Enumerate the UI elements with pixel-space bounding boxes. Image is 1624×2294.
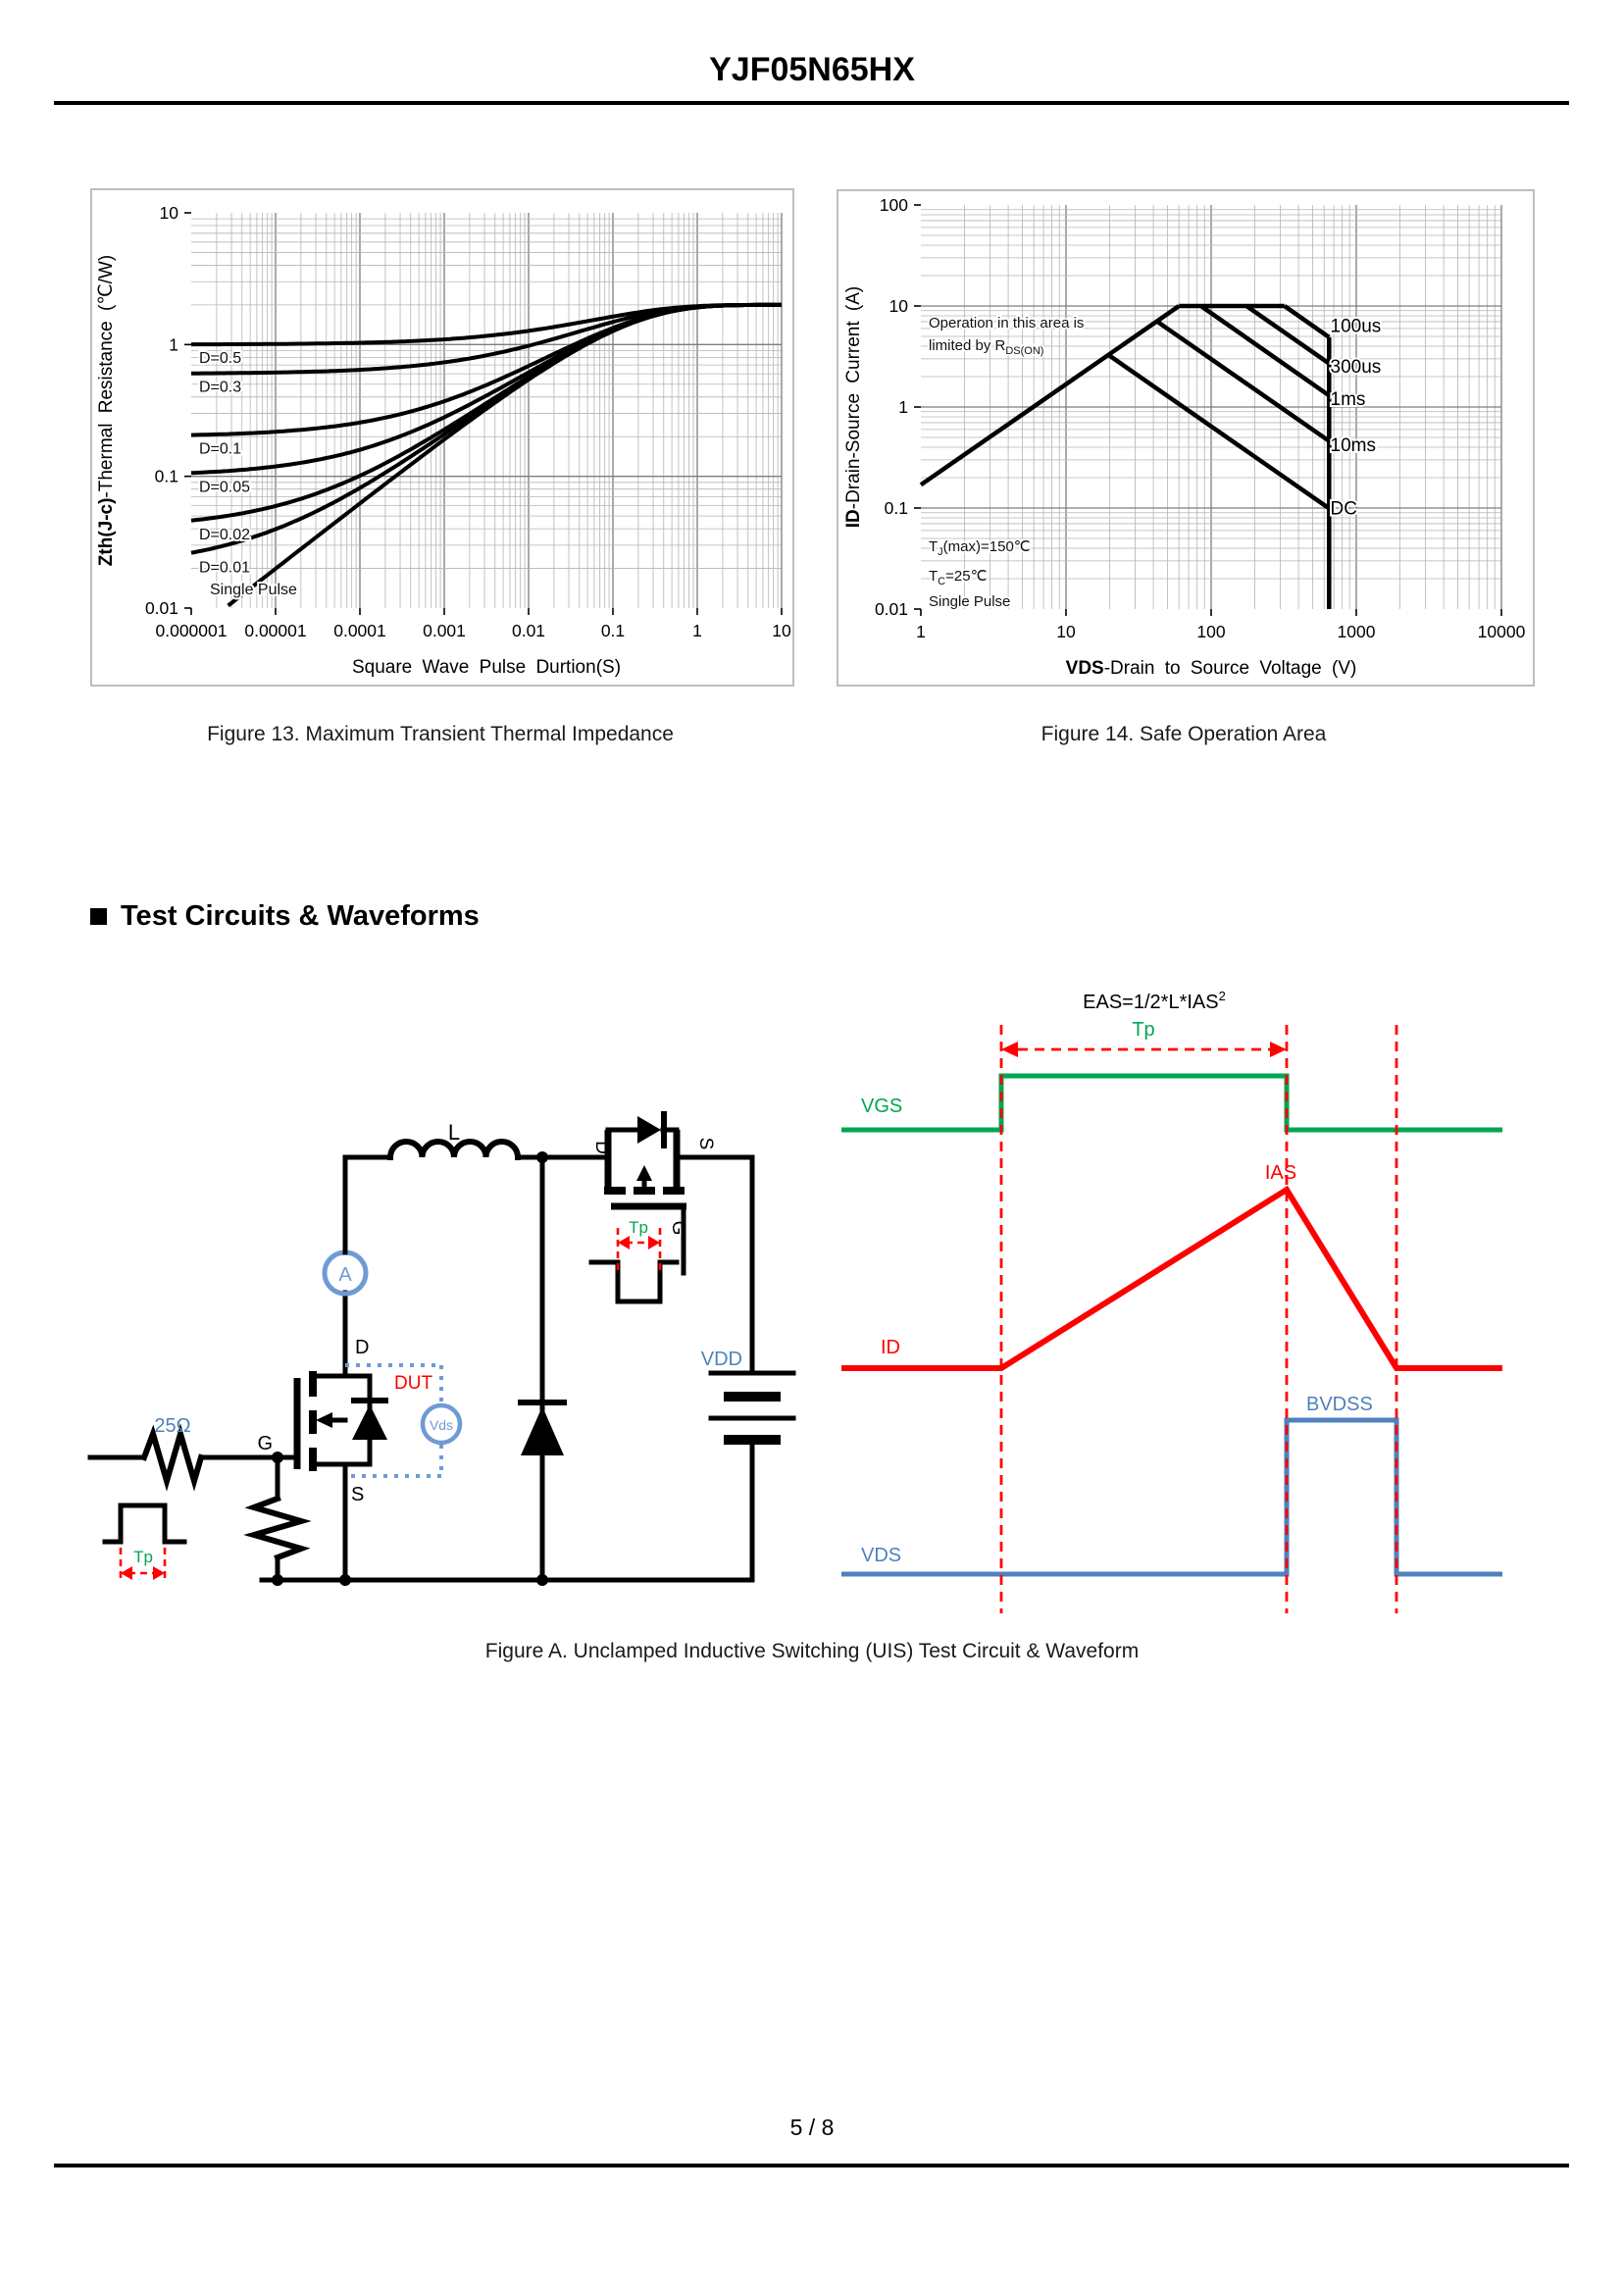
svg-text:0.01: 0.01	[874, 599, 908, 619]
section-heading-text: Test Circuits & Waveforms	[121, 900, 480, 932]
pulse-300us	[1246, 306, 1329, 364]
tp-arrow-left-icon	[121, 1566, 132, 1580]
duty-label: D=0.01	[199, 559, 251, 577]
bvdss-label: BVDSS	[1306, 1394, 1373, 1415]
duty-label: D=0.5	[199, 350, 242, 368]
clamp-substrate-arrow	[636, 1165, 652, 1181]
pulse-duration-label: 1ms	[1330, 388, 1366, 410]
single-pulse-label: Single Pulse	[210, 582, 297, 599]
header-rule	[54, 101, 1569, 105]
svg-text:0.001: 0.001	[423, 621, 466, 640]
duty-label: D=0.02	[199, 527, 251, 544]
vds-meter-label: Vds	[429, 1417, 454, 1433]
svg-text:0.01: 0.01	[144, 598, 178, 618]
tp-arrow-left-icon	[1001, 1042, 1018, 1057]
figure-a-caption: Figure A. Unclamped Inductive Switching (UIS) Test Circuit & Waveform	[484, 1640, 1140, 1662]
page-title: YJF05N65HX	[709, 51, 915, 88]
svg-text:ID-Drain-Source Current (A): ID-Drain-Source Current (A)	[843, 285, 864, 529]
svg-text:VDS-Drain to Source Voltage (V: VDS-Drain to Source Voltage (V)	[1065, 658, 1357, 679]
svg-text:0.000001: 0.000001	[155, 621, 228, 640]
dut-substrate-arrow	[316, 1412, 332, 1428]
inductor-label: L	[447, 1120, 461, 1145]
figure-13-box	[90, 188, 794, 687]
gate-pulldown-resistor-symbol	[254, 1499, 301, 1557]
svg-text:10: 10	[1056, 622, 1076, 641]
svg-text:Square Wave Pulse Durtion(S): Square Wave Pulse Durtion(S)	[351, 657, 622, 678]
clamp-drain-label: D	[591, 1141, 612, 1154]
uis-test-circuit	[59, 981, 804, 1648]
id-trace	[841, 1190, 1502, 1368]
clamp-tp-label: Tp	[629, 1218, 648, 1237]
duty-label: D=0.05	[199, 479, 251, 496]
dut-drain-label: D	[355, 1337, 370, 1358]
clamp-pulse-symbol	[591, 1262, 677, 1301]
rail-node-dot	[272, 1574, 283, 1586]
pulse-duration-label: 300us	[1330, 357, 1382, 378]
pulse-duration-label: 10ms	[1330, 434, 1376, 456]
figure-14-box	[837, 189, 1535, 687]
page-number: 5 / 8	[789, 2115, 835, 2140]
dut-body-diode	[352, 1404, 387, 1440]
gate-resistor-label: 25Ω	[154, 1415, 191, 1437]
svg-text:0.00001: 0.00001	[244, 621, 307, 640]
vgs-trace	[841, 1076, 1502, 1130]
svg-text:10: 10	[888, 296, 908, 316]
svg-text:1: 1	[898, 397, 908, 417]
svg-text:0.1: 0.1	[600, 621, 626, 640]
vdd-label: VDD	[700, 1349, 742, 1370]
svg-text:0.0001: 0.0001	[333, 621, 386, 640]
figure-13-caption: Figure 13. Maximum Transient Thermal Impedance	[207, 723, 674, 745]
soa-chart	[838, 191, 1533, 685]
eas-formula: $EAS=1/2*L*IAS^2$	[1083, 989, 1226, 1013]
rail-node-dot	[536, 1574, 548, 1586]
duty-label: D=0.3	[199, 379, 242, 396]
svg-text:100: 100	[879, 195, 908, 215]
gate-node-dot	[272, 1452, 283, 1463]
thermal-impedance-chart	[92, 190, 792, 685]
tp-arrow-left-icon	[618, 1236, 630, 1249]
dut-label: DUT	[394, 1373, 433, 1394]
id-label: ID	[881, 1337, 900, 1358]
section-bullet-icon	[90, 908, 107, 925]
section-heading	[90, 900, 480, 933]
clamp-source-label: S	[695, 1137, 716, 1150]
rdson-limit	[921, 306, 1179, 484]
svg-text:100: 100	[1196, 622, 1226, 641]
waveform-tp-label: Tp	[1132, 1019, 1155, 1041]
vds-label: VDS	[861, 1545, 902, 1566]
figure-14-caption: Figure 14. Safe Operation Area	[1040, 723, 1327, 745]
area-note-line2: limited by $R_{DS(ON)}$	[929, 337, 1044, 357]
series-gate-resistor-symbol	[144, 1434, 201, 1481]
svg-text:0.1: 0.1	[884, 498, 908, 518]
svg-text:10: 10	[159, 203, 178, 223]
dc-limit	[1108, 355, 1329, 509]
vds-trace	[841, 1420, 1502, 1574]
svg-text:10000: 10000	[1477, 622, 1526, 641]
svg-text:10: 10	[772, 621, 791, 640]
top-node-dot	[536, 1151, 548, 1163]
duty-label: D=0.1	[199, 440, 242, 458]
rail-node-dot	[339, 1574, 351, 1586]
svg-text:Zth(J-c)-Thermal Resistance (℃: Zth(J-c)-Thermal Resistance (℃/W)	[96, 254, 117, 567]
single-pulse-condition: Single Pulse	[929, 593, 1011, 610]
svg-text:1000: 1000	[1337, 622, 1376, 641]
footer-rule	[54, 2164, 1569, 2167]
dut-source-label: S	[351, 1484, 365, 1505]
freewheel-diode	[521, 1406, 564, 1455]
tp-arrow-right-icon	[1270, 1042, 1287, 1057]
svg-text:1: 1	[916, 622, 926, 641]
ias-label: IAS	[1264, 1162, 1297, 1184]
clamp-body-diode	[637, 1116, 661, 1144]
svg-text:0.1: 0.1	[154, 466, 178, 486]
pulse-duration-label: DC	[1330, 498, 1357, 520]
tj-condition: $T_J(\max)=150℃$	[929, 538, 1031, 558]
input-tp-label: Tp	[133, 1548, 153, 1566]
tc-condition: $T_C=25℃$	[929, 568, 988, 587]
uis-waveform	[824, 961, 1530, 1628]
tp-arrow-right-icon	[153, 1566, 165, 1580]
svg-text:1: 1	[692, 621, 702, 640]
tp-arrow-right-icon	[648, 1236, 660, 1249]
svg-text:0.01: 0.01	[511, 621, 546, 640]
pulse-duration-label: 100us	[1330, 316, 1382, 337]
input-pulse-symbol	[105, 1505, 184, 1542]
svg-text:1: 1	[169, 334, 178, 355]
area-note-line1: Operation in this area is	[929, 315, 1085, 331]
ammeter-label: A	[338, 1264, 352, 1286]
clamp-gate-label: G	[668, 1220, 688, 1236]
vgs-label: VGS	[861, 1096, 903, 1117]
dut-gate-label: G	[257, 1433, 273, 1454]
